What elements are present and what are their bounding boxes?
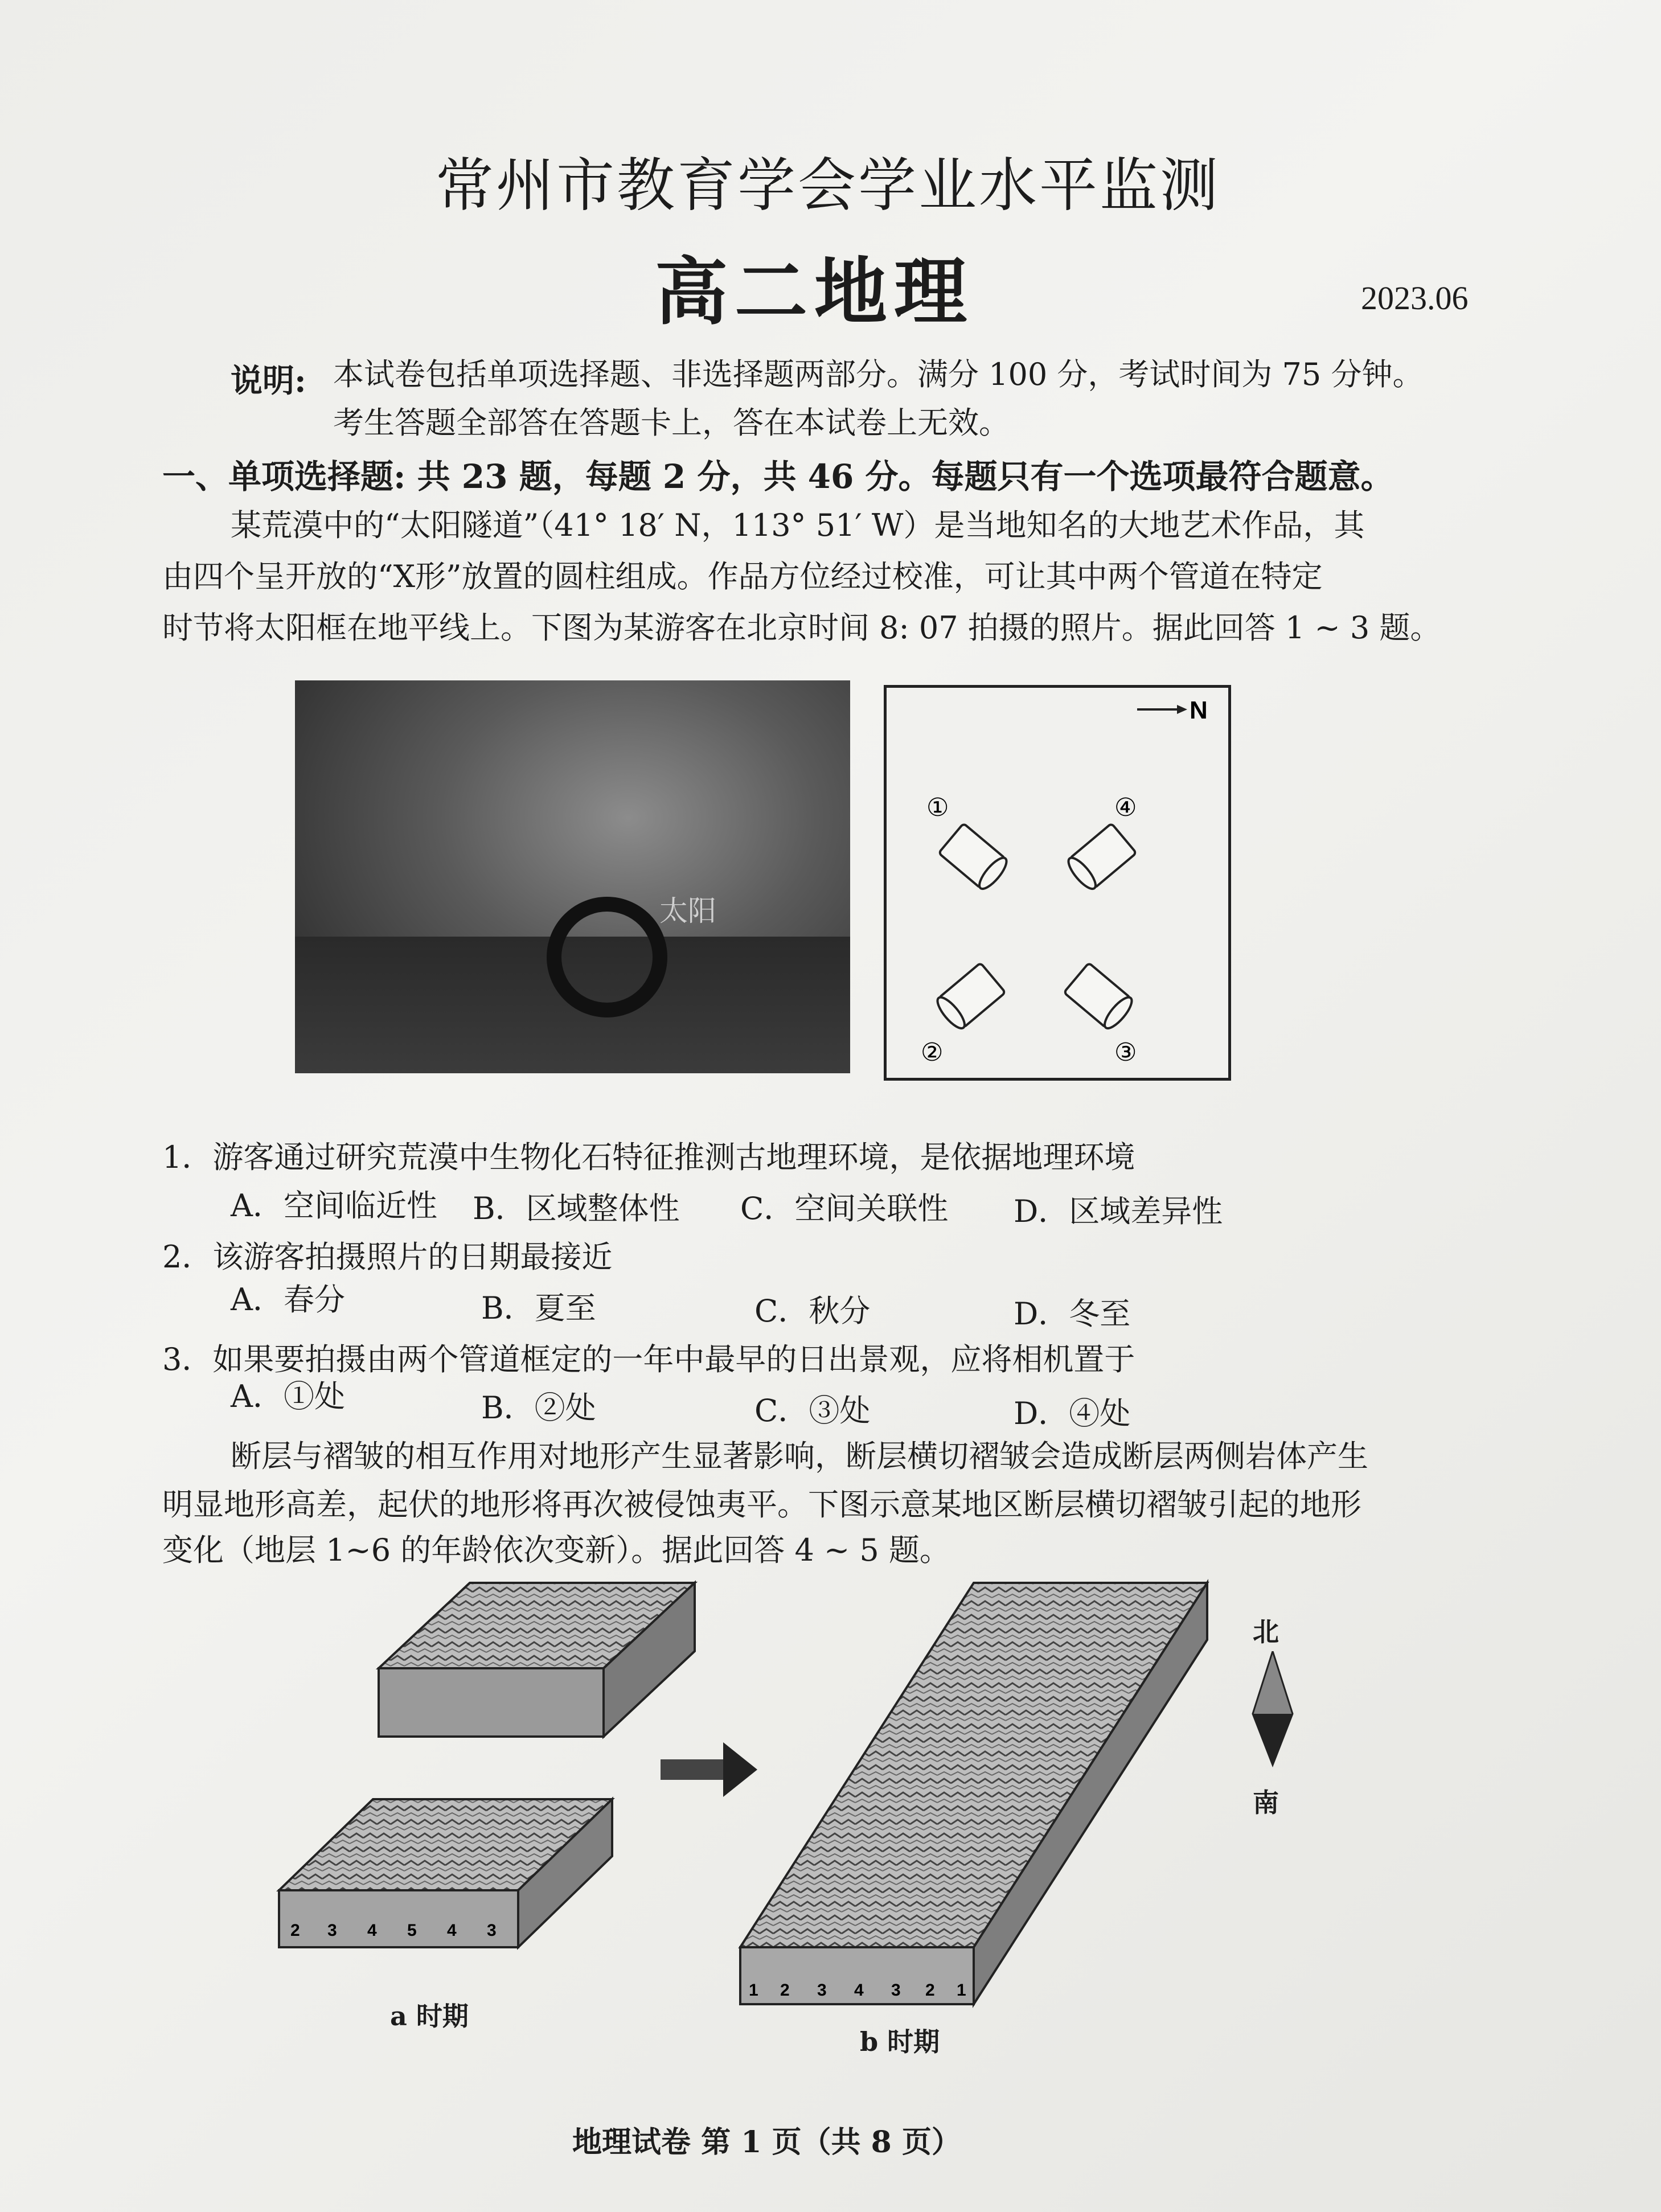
tunnel-1 — [938, 823, 1010, 893]
compass-south-label: 南 — [1253, 1787, 1279, 1818]
question-1-option-d: D．区域差异性 — [1014, 1193, 1223, 1229]
tunnel-ring — [547, 897, 667, 1017]
layer-number: 1 — [749, 1981, 758, 2000]
instructions-label: 说明: — [231, 362, 306, 400]
passage2-line-2: 明显地形高差，起伏的地形将再次被侵蚀夷平。下图示意某地区断层横切褶皱引起的地形 — [162, 1487, 1361, 1522]
tunnel-layout-svg — [887, 688, 1228, 1078]
section-heading: 一、单项选择题: 共 23 题，每题 2 分，共 46 分。每题只有一个选项最符合题意。 — [162, 457, 1394, 496]
question-3-option-a: A．①处 — [231, 1378, 345, 1414]
question-2-option-b: B．夏至 — [481, 1290, 596, 1326]
question-3-option-c: C．③处 — [754, 1393, 871, 1429]
compass-north-label: 北 — [1253, 1616, 1279, 1647]
marker-2: ② — [921, 1038, 944, 1067]
layer-number: 2 — [780, 1981, 790, 2000]
tunnel-2 — [933, 963, 1005, 1032]
question-1-option-b: B．区域整体性 — [473, 1191, 680, 1226]
layer-number: 1 — [957, 1981, 966, 2000]
instructions-line-2: 考生答题全部答在答题卡上，答在本试卷上无效。 — [333, 405, 1010, 441]
transition-arrow-icon — [661, 1742, 757, 1797]
layer-number: 4 — [447, 1921, 457, 1940]
fold-fault-svg — [268, 1571, 1224, 2027]
layer-numbers-b — [749, 1981, 966, 2000]
question-1-option-c: C．空间关联性 — [740, 1191, 949, 1226]
north-arrow-icon — [1137, 705, 1187, 714]
passage1-line-3: 时节将太阳框在地平线上。下图为某游客在北京时间 8: 07 拍摄的照片。据此回答 1 ~ 3 题。 — [162, 610, 1441, 646]
tunnel-layout-diagram — [884, 685, 1231, 1081]
tunnel-3 — [1064, 963, 1135, 1032]
marker-1: ① — [926, 793, 949, 822]
passage1-line-1: 某荒漠中的“太阳隧道”（41° 18′ N，113° 51′ W）是当地知名的大地艺术作品，其 — [231, 507, 1365, 543]
north-label: N — [1190, 696, 1208, 724]
fold-fault-diagram — [268, 1571, 1224, 2027]
layer-number: 3 — [487, 1921, 497, 1940]
question-3-stem: 3．如果要拍摄由两个管道框定的一年中最早的日出景观，应将相机置于 — [162, 1341, 1135, 1377]
marker-3: ③ — [1114, 1038, 1137, 1067]
question-2-stem: 2．该游客拍摄照片的日期最接近 — [162, 1239, 613, 1275]
layer-number: 3 — [891, 1981, 901, 2000]
question-2-option-a: A．春分 — [231, 1282, 345, 1318]
layer-number: 4 — [854, 1981, 864, 2000]
question-1-stem: 1．游客通过研究荒漠中生物化石特征推测古地理环境，是依据地理环境 — [162, 1139, 1135, 1175]
marker-4: ④ — [1114, 793, 1137, 822]
instructions-line-1: 本试卷包括单项选择题、非选择题两部分。满分 100 分，考试时间为 75 分钟。 — [333, 356, 1424, 392]
exam-subject: 高二地理 — [655, 249, 974, 335]
layer-number: 5 — [407, 1921, 417, 1940]
sun-label: 太阳 — [659, 894, 716, 928]
question-1-option-a: A．空间临近性 — [231, 1188, 437, 1224]
layer-number: 3 — [817, 1981, 827, 2000]
passage2-line-1: 断层与褶皱的相互作用对地形产生显著影响，断层横切褶皱会造成断层两侧岩体产生 — [231, 1438, 1368, 1474]
block-a-upper — [379, 1583, 695, 1737]
compass-needle-icon — [1247, 1651, 1298, 1771]
question-2-option-c: C．秋分 — [754, 1293, 871, 1329]
question-3-option-d: D．④处 — [1014, 1396, 1131, 1431]
question-2-option-d: D．冬至 — [1014, 1296, 1131, 1332]
sun-tunnel-photo — [295, 680, 850, 1073]
passage1-line-2: 由四个呈开放的“X形”放置的圆柱组成。作品方位经过校准，可让其中两个管道在特定 — [162, 559, 1323, 594]
exam-date: 2023.06 — [1361, 280, 1469, 317]
caption-period-a: a 时期 — [390, 2001, 469, 2032]
page-footer: 地理试卷 第 1 页（共 8 页） — [572, 2125, 961, 2160]
exam-title: 常州市教育学会学业水平监测 — [436, 152, 1220, 220]
layer-number: 2 — [925, 1981, 935, 2000]
layer-number: 2 — [290, 1921, 300, 1940]
tunnel-4 — [1064, 823, 1136, 893]
block-b — [740, 1583, 1207, 2004]
passage2-line-3: 变化（地层 1~6 的年龄依次变新）。据此回答 4 ~ 5 题。 — [162, 1532, 950, 1568]
layer-number: 4 — [367, 1921, 377, 1940]
question-3-option-b: B．②处 — [481, 1390, 596, 1426]
caption-period-b: b 时期 — [860, 2026, 940, 2057]
compass — [1247, 1611, 1298, 1828]
layer-number: 3 — [327, 1921, 337, 1940]
